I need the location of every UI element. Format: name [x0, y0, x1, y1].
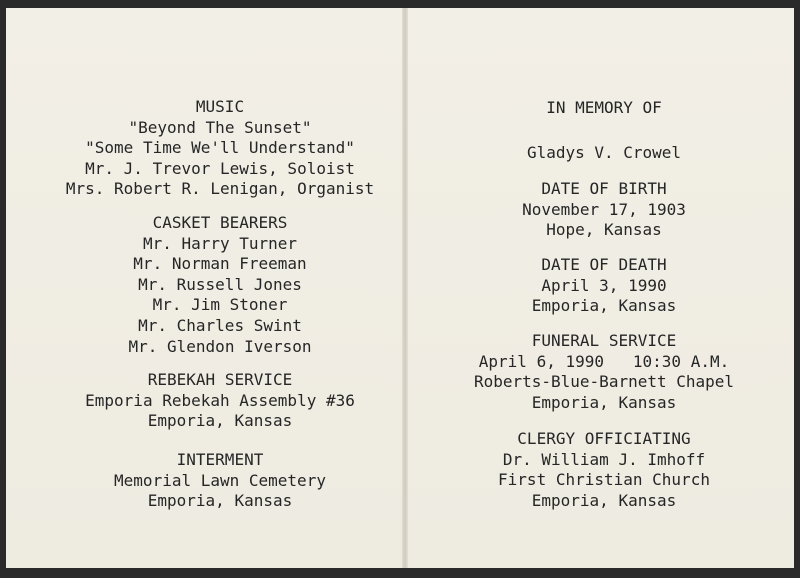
clergy-church: First Christian Church: [498, 470, 710, 490]
music-song-2: "Some Time We'll Understand": [85, 138, 355, 158]
clergy-name: Dr. William J. Imhoff: [502, 449, 706, 469]
clergy-heading: CLERGY OFFICIATING: [517, 429, 691, 448]
center-fold: [402, 8, 408, 568]
deceased-name-block: [424, 143, 784, 164]
bearer-name: Mr. Jim Stoner: [152, 295, 288, 315]
bearer-name: Mr. Russell Jones: [138, 274, 302, 294]
birth-heading: DATE OF BIRTH: [541, 179, 667, 198]
birth-date: November 17, 1903: [522, 199, 686, 219]
music-heading: MUSIC: [195, 97, 245, 116]
interment-section: [40, 450, 400, 512]
death-heading: DATE OF DEATH: [541, 255, 667, 274]
deceased-name: Gladys V. Crowel: [526, 143, 682, 162]
scan-border-top: [0, 0, 800, 8]
interment-cemetery: Memorial Lawn Cemetery: [114, 470, 326, 490]
bearer-name: Mr. Charles Swint: [138, 315, 302, 335]
scan-border-left: [0, 0, 6, 578]
funeral-location: Emporia, Kansas: [531, 392, 677, 412]
casket-bearers-heading: CASKET BEARERS: [152, 213, 288, 232]
rebekah-assembly: Emporia Rebekah Assembly #36: [85, 390, 355, 410]
casket-bearers-section: [40, 213, 400, 357]
music-soloist: Mr. J. Trevor Lewis, Soloist: [85, 158, 355, 178]
music-organist: Mrs. Robert R. Lenigan, Organist: [65, 179, 375, 199]
funeral-chapel: Roberts-Blue-Barnett Chapel: [473, 372, 735, 392]
memory-heading-block: [424, 98, 784, 119]
scan-border-bottom: [0, 568, 800, 578]
bearer-name: Mr. Glendon Iverson: [128, 336, 312, 356]
death-date: April 3, 1990: [541, 275, 667, 295]
scan-border-right: [794, 0, 800, 578]
music-song-1: "Beyond The Sunset": [128, 117, 312, 137]
interment-heading: INTERMENT: [176, 450, 264, 469]
death-section: [424, 255, 784, 317]
birth-section: [424, 179, 784, 241]
birth-place: Hope, Kansas: [546, 220, 662, 240]
death-place: Emporia, Kansas: [531, 296, 677, 316]
bearer-name: Mr. Norman Freeman: [133, 254, 307, 274]
interment-location: Emporia, Kansas: [147, 491, 293, 511]
rebekah-service-heading: REBEKAH SERVICE: [147, 370, 293, 389]
rebekah-location: Emporia, Kansas: [147, 411, 293, 431]
funeral-section: [424, 331, 784, 413]
bearer-name: Mr. Harry Turner: [142, 233, 298, 253]
clergy-location: Emporia, Kansas: [531, 490, 677, 510]
funeral-heading: FUNERAL SERVICE: [531, 331, 677, 350]
memory-heading: IN MEMORY OF: [546, 98, 662, 117]
music-section: [40, 97, 400, 200]
funeral-date-time: April 6, 1990 10:30 A.M.: [478, 351, 730, 371]
clergy-section: [424, 429, 784, 511]
rebekah-service-section: [40, 370, 400, 432]
